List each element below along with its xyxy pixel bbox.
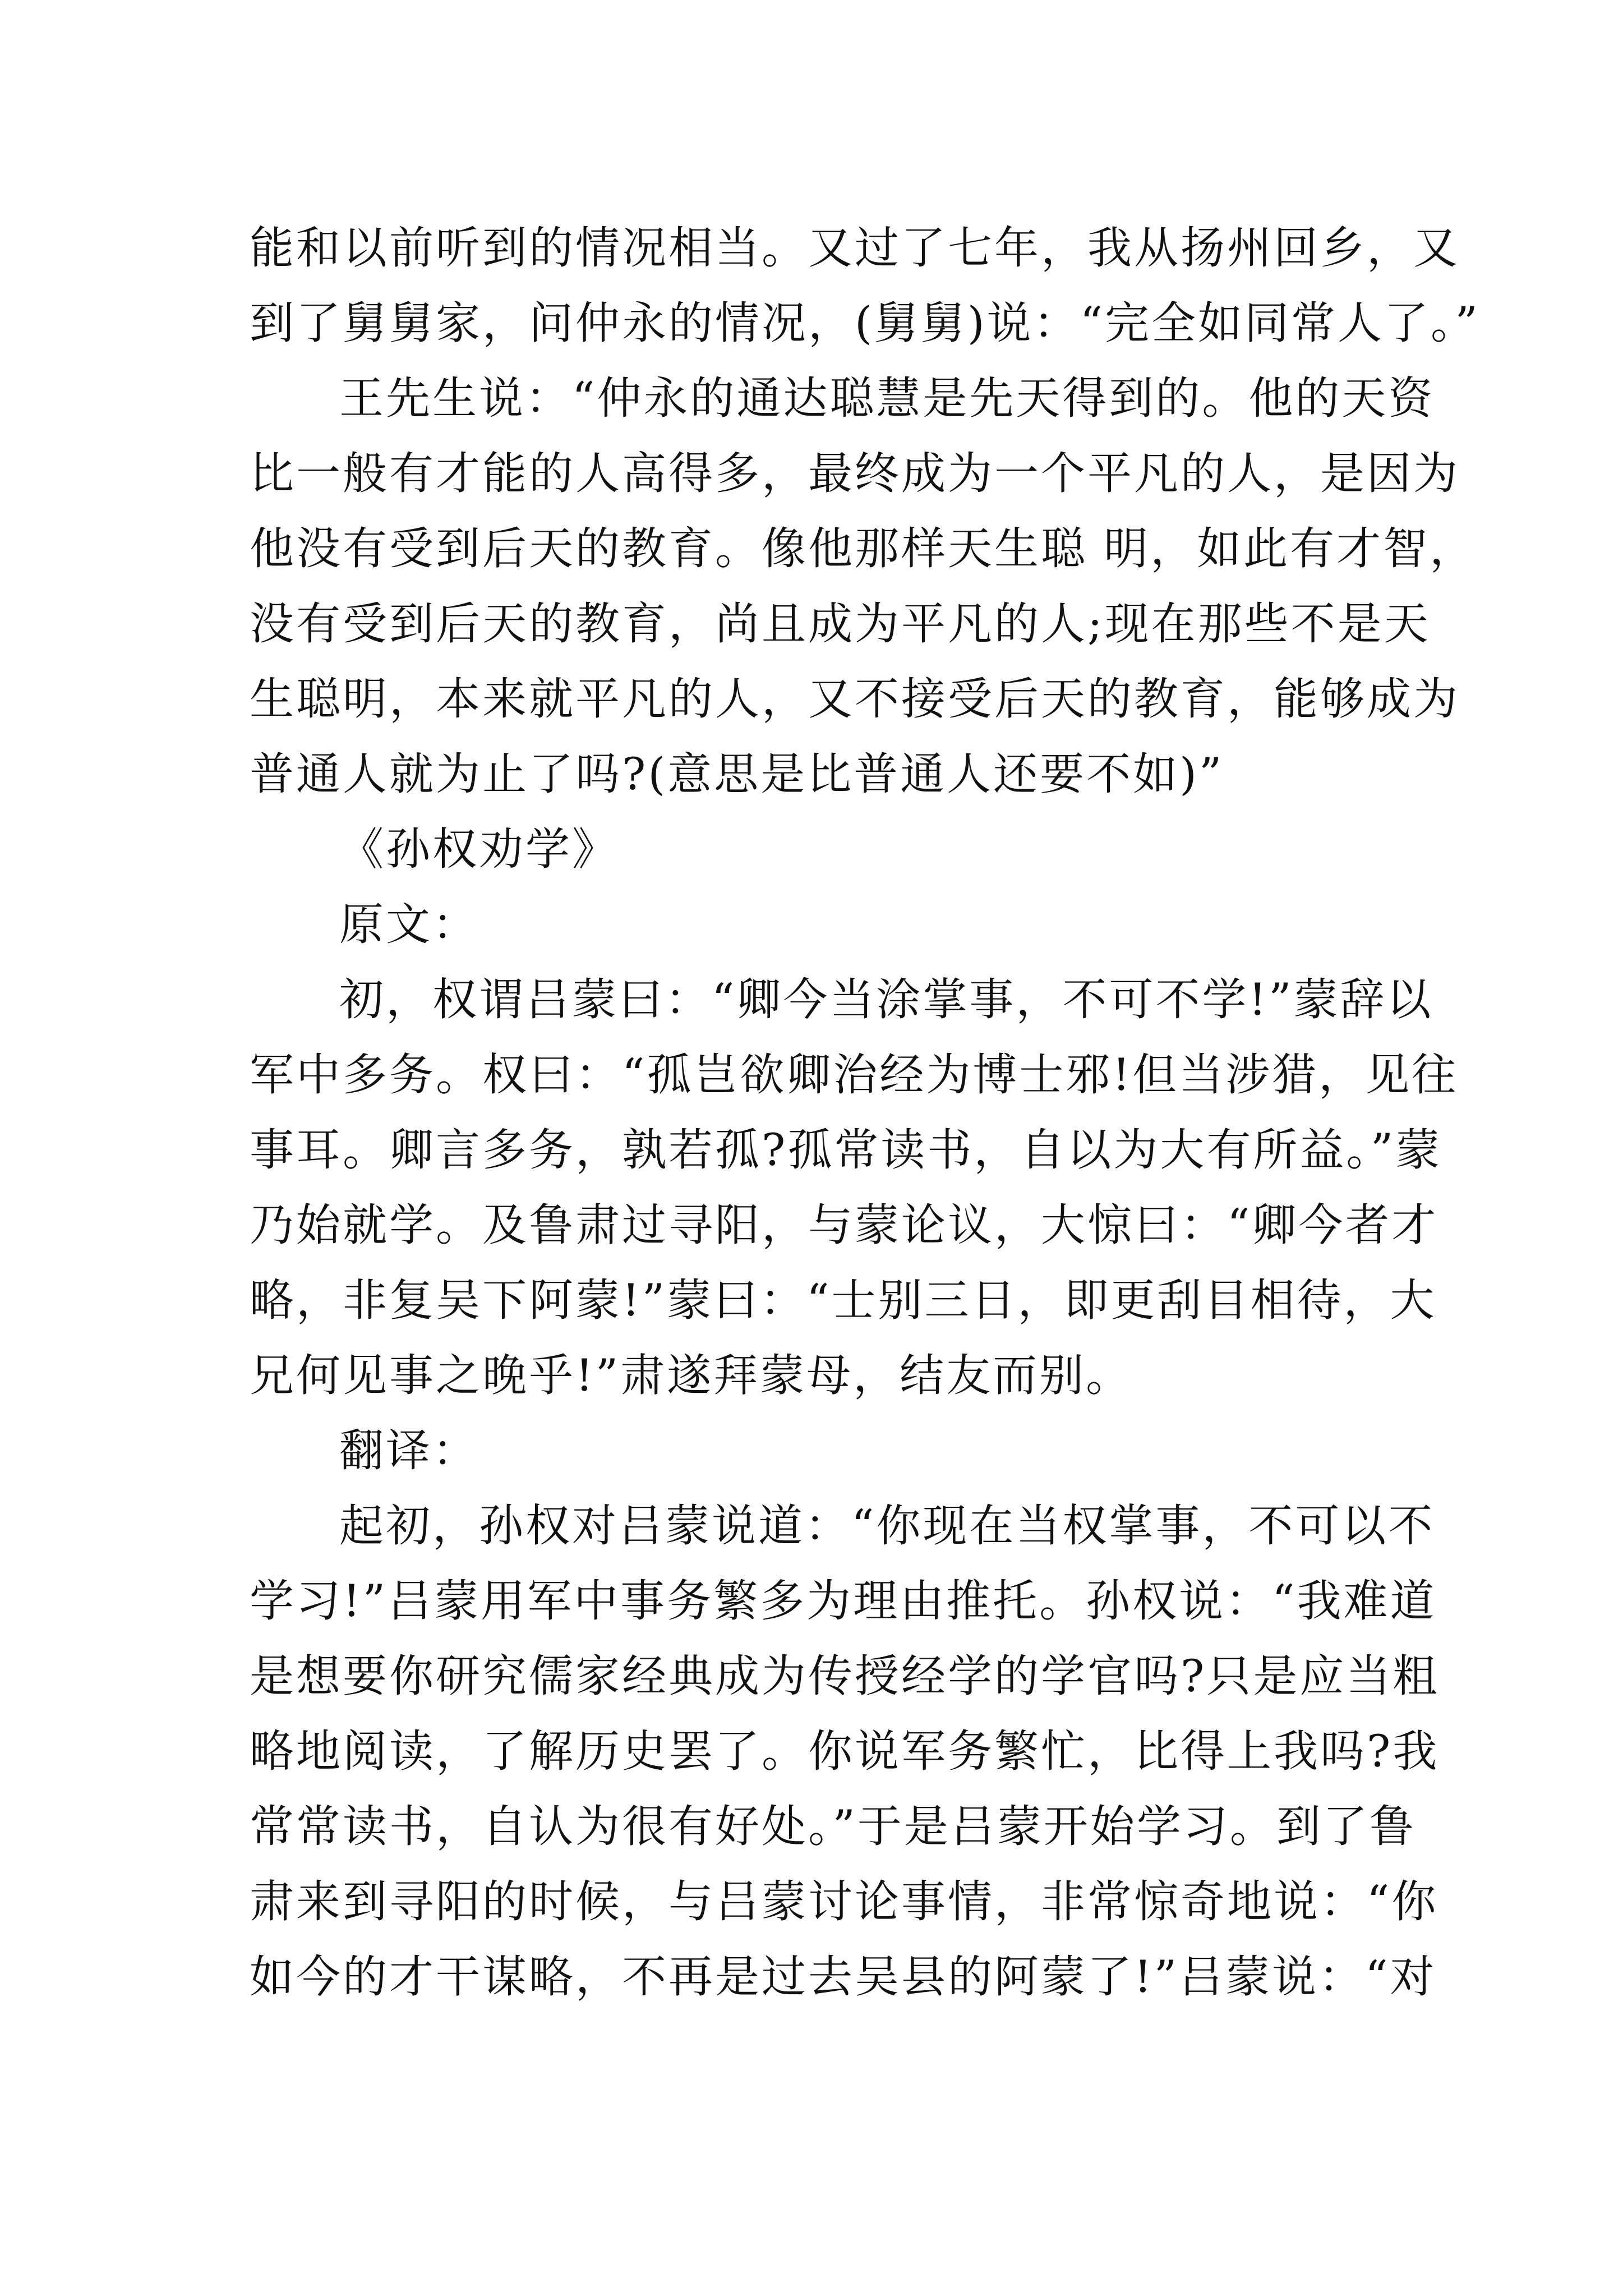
document-body — [250, 210, 1480, 2014]
text-line: 原文： — [339, 899, 479, 950]
text-line: 翻译： — [339, 1425, 479, 1476]
text-line: 略地阅读，了解历史罢了。你说军务繁忙，比得上我吗?我 — [250, 1726, 1440, 1777]
text-line: 军中多务。权曰：“孤岂欲卿治经为博士邪!但当涉猎，见往 — [250, 1049, 1459, 1101]
text-line: 他没有受到后天的教育。像他那样天生聪 明，如此有才智， — [250, 523, 1477, 574]
text-line: 初，权谓吕蒙曰：“卿今当涂掌事，不可不学!”蒙辞以 — [339, 974, 1433, 1025]
text-line: 生聪明，本来就平凡的人，又不接受后天的教育，能够成为 — [250, 673, 1460, 725]
text-line: 到了舅舅家，问仲永的情况，(舅舅)说：“完全如同常人了。” — [250, 297, 1480, 349]
text-line: 略，非复吴下阿蒙!”蒙曰：“士别三日，即更刮目相待，大 — [250, 1274, 1437, 1326]
text-line: 乃始就学。及鲁肃过寻阳，与蒙论议，大惊曰：“卿今者才 — [250, 1199, 1438, 1251]
text-line: 常常读书，自认为很有好处。”于是吕蒙开始学习。到了鲁 — [250, 1801, 1416, 1852]
text-line: 比一般有才能的人高得多，最终成为一个平凡的人，是因为 — [250, 448, 1460, 499]
text-line: 能和以前听到的情况相当。又过了七年，我从扬州回乡，又 — [250, 222, 1460, 274]
text-line: 兄何见事之晚乎!”肃遂拜蒙母，结友而别。 — [250, 1350, 1133, 1401]
text-line: 王先生说：“仲永的通达聪慧是先天得到的。他的天资 — [339, 372, 1435, 424]
text-line: 普通人就为止了吗?(意思是比普通人还要不如)” — [250, 748, 1224, 800]
text-line: 肃来到寻阳的时候，与吕蒙讨论事情，非常惊奇地说：“你 — [250, 1876, 1438, 1927]
text-line: 没有受到后天的教育，尚且成为平凡的人;现在那些不是天 — [250, 598, 1431, 650]
text-line: 《孙权劝学》 — [339, 823, 619, 875]
text-line: 是想要你研究儒家经典成为传授经学的学官吗?只是应当粗 — [250, 1650, 1440, 1702]
text-line: 起初，孙权对吕蒙说道：“你现在当权掌事，不可以不 — [339, 1500, 1435, 1552]
text-line: 事耳。卿言多务，孰若孤?孤常读书，自以为大有所益。”蒙 — [250, 1124, 1442, 1176]
text-line: 如今的才干谋略，不再是过去吴县的阿蒙了!”吕蒙说：“对 — [250, 1951, 1437, 2003]
text-line: 学习!”吕蒙用军中事务繁多为理由推托。孙权说：“我难道 — [250, 1575, 1437, 1627]
